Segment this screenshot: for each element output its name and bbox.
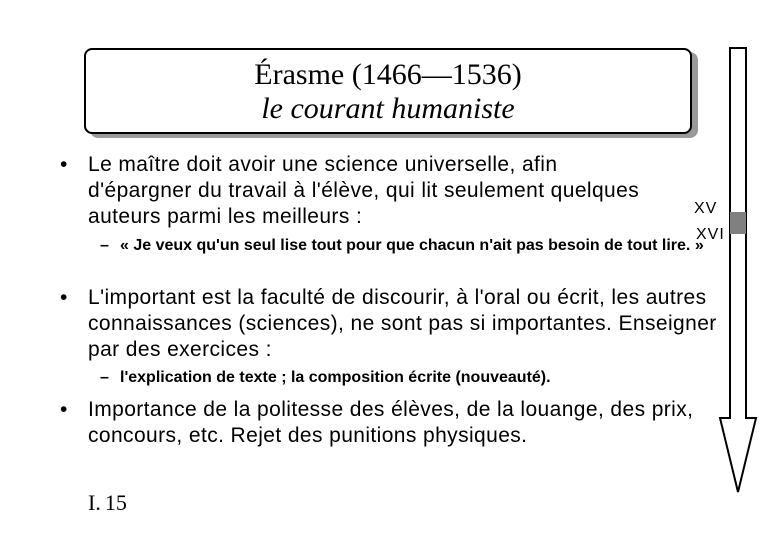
- sub-bullet-text-2: l'explication de texte ; la composition écrite (nouveauté).: [120, 369, 551, 386]
- sub-bullet-text-1: « Je veux qu'un seul lise tout pour que chacun n'ait pas besoin de tout lire. »: [120, 237, 704, 254]
- sub-bullet-1: [100, 236, 730, 256]
- bullet-item-1: [60, 152, 660, 230]
- bullet-text-2: L'important est la faculté de discourir, à l'oral ou écrit, les autres connaissances (sciences), ne sont pas si importantes. Enseigner par des exercices :: [88, 286, 717, 361]
- sub-bullet-2: [100, 368, 700, 388]
- slide-subtitle: le courant humaniste: [261, 92, 515, 125]
- bullet-marker: •: [60, 398, 68, 421]
- bullet-item-3: [60, 397, 720, 449]
- dash-marker: –: [100, 237, 109, 254]
- bullet-text-1: Le maître doit avoir une science universelle, afin d'épargner du travail à l'élève, qui lit seulement quelques auteurs parmi les meilleurs :: [88, 153, 640, 228]
- timeline-century-marker: [730, 212, 746, 234]
- slide-title-box: [84, 48, 692, 134]
- bullet-marker: •: [60, 153, 68, 176]
- page-prefix: I.: [88, 490, 101, 515]
- bullet-item-2: [60, 285, 720, 363]
- bullet-text-3: Importance de la politesse des élèves, de la louange, des prix, concours, etc. Rejet des punitions physiques.: [88, 398, 694, 447]
- dash-marker: –: [100, 369, 109, 386]
- page-number: [88, 490, 127, 516]
- slide-title: Érasme (1466—1536): [254, 58, 522, 91]
- century-label-xvi: XVI: [696, 226, 725, 243]
- timeline-arrow: [718, 46, 758, 496]
- timeline-arrow-shape: [720, 48, 756, 492]
- page-number-value: 15: [104, 490, 127, 515]
- century-label-xv: XV: [694, 200, 718, 217]
- bullet-marker: •: [60, 286, 68, 309]
